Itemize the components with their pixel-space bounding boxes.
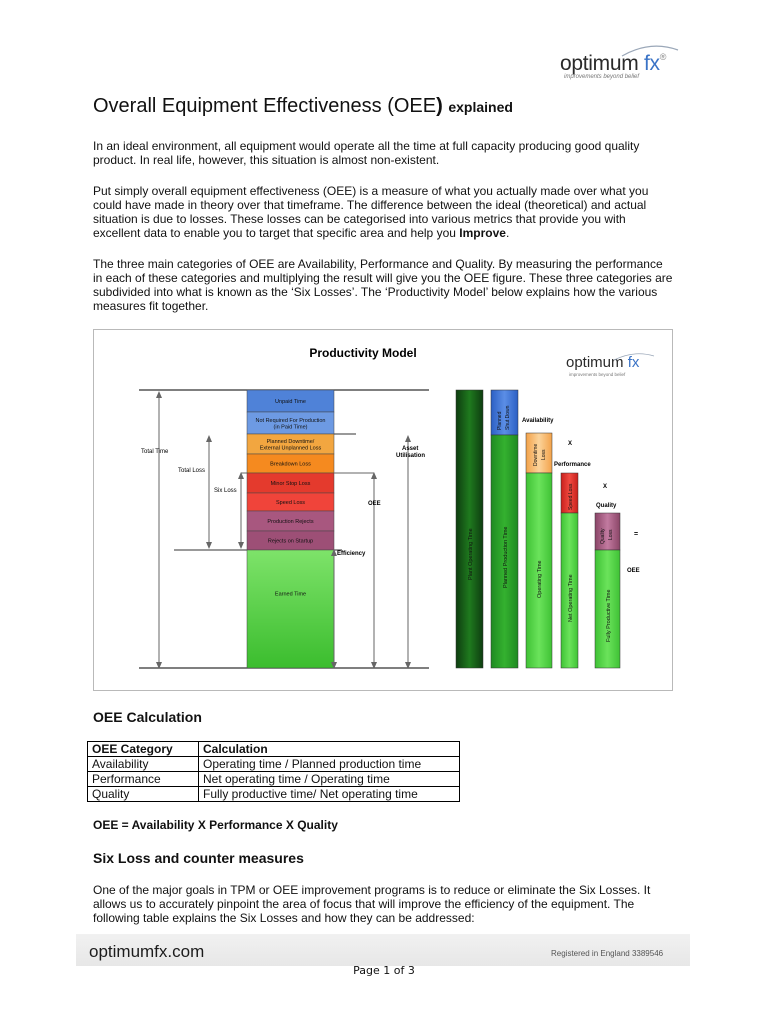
- logo-tagline: improvements beyond belief: [564, 74, 640, 80]
- table-header-row: [88, 742, 460, 757]
- intro-paragraph: In an ideal environment, all equipment would operate all the time at full capacity producing good quality product. In real life, however, this situation is almost non-existent.: [93, 139, 640, 167]
- bar-label-fully-productive: Fully Productive Time: [606, 589, 612, 642]
- op-x-1: X: [568, 441, 573, 447]
- table-cell-category: Availability: [88, 757, 199, 772]
- bar-label-planned-shutdown-2: Shut Down: [505, 405, 511, 430]
- table-cell-category: Performance: [88, 772, 199, 787]
- footer-bar: [76, 934, 690, 966]
- label-oee: OEE: [368, 501, 381, 507]
- stack-block-label: Rejects on Startup: [267, 538, 314, 545]
- oee-calculation-table: [87, 741, 460, 802]
- stack-block-label: Speed Loss: [275, 500, 306, 506]
- bar-label-downtime-2: Loss: [541, 449, 547, 460]
- stack-block-label: Not Required For Production (in Paid Time): [255, 417, 326, 431]
- definition-paragraph: Put simply overall equipment effectiveness (OEE) is a measure of what you actually made over what you could have made in theory over that timeframe. The difference between the ideal (theoretical) and actual situation is due to losses. These losses can be categorised into various metrics that provide you with excellent data to enable you to target that specific area and help you Improve.: [93, 184, 649, 240]
- company-logo: optimum fx® improvements beyond belief: [560, 52, 680, 92]
- categories-paragraph: The three main categories of OEE are Availability, Performance and Quality. By measuring the performance in each of these categories and multiplying the result will give you the OEE figure. These three categories are subdivided into what is known as the ‘Six Losses’. The ‘Productivity Model’ below explains how the various measures fit together.: [93, 257, 673, 313]
- page-title: Overall Equipment Effectiveness (OEE) explained: [93, 95, 513, 117]
- loss-stack: [247, 390, 334, 668]
- op-availability: Availability: [522, 418, 554, 424]
- bar-label-planned-shutdown-1: Planned: [497, 411, 503, 430]
- six-loss-paragraph: One of the major goals in TPM or OEE improvement programs is to reduce or eliminate the Six Losses. It allows us to accurately pinpoint the area of focus that will improve the efficiency of the equipment. The following table explains the Six Losses and how they can be addressed:: [93, 883, 651, 925]
- stack-block-label: Minor Stop Loss: [270, 481, 311, 487]
- op-x-2: X: [603, 484, 608, 490]
- table-cell-calculation: Net operating time / Operating time: [199, 772, 460, 787]
- table-cell-calculation: Fully productive time/ Net operating time: [199, 787, 460, 802]
- svg-text:improvements beyond belief: improvements beyond belief: [569, 372, 626, 377]
- table-row: [88, 757, 460, 772]
- stack-block-label: Earned Time: [274, 591, 307, 598]
- table-row: [88, 772, 460, 787]
- diagram-logo: [566, 354, 654, 377]
- table-cell-calculation: Operating time / Planned production time: [199, 757, 460, 772]
- oee-formula: OEE = Availability X Performance X Quality: [93, 818, 338, 832]
- table-row: [88, 787, 460, 802]
- bar-label-quality-1: Quality: [600, 528, 606, 544]
- logo-fx: fx: [643, 52, 660, 75]
- table-header-calculation: Calculation: [199, 742, 460, 757]
- bar-label-downtime-1: Downtime: [533, 443, 539, 466]
- bar-label-plant-operating: Plant Operating Time: [468, 528, 474, 580]
- title-suffix: explained: [448, 99, 513, 115]
- footer-registration: Registered in England 3389546: [551, 949, 664, 958]
- label-total-loss: Total Loss: [178, 468, 206, 474]
- stack-block: [247, 550, 334, 668]
- page-number: Page 1 of 3: [353, 964, 415, 977]
- label-six-loss: Six Loss: [214, 488, 237, 494]
- label-asset-utilisation: Asset Utilisation: [396, 446, 426, 459]
- op-oee: OEE: [627, 568, 640, 574]
- bar-label-operating: Operating Time: [537, 560, 543, 598]
- logo-word: optimum: [560, 52, 639, 75]
- bar-downtime-loss: [526, 433, 552, 473]
- improve-emphasis: Improve: [459, 226, 506, 240]
- six-loss-heading: Six Loss and counter measures: [93, 850, 304, 866]
- label-total-time: Total Time: [141, 449, 169, 455]
- bar-label-quality-2: Loss: [608, 529, 614, 540]
- label-efficiency: Efficiency: [337, 551, 366, 557]
- bar-label-planned-production: Planned Production Time: [503, 526, 509, 588]
- bar-label-speed-loss: Speed Loss: [568, 483, 574, 510]
- footer-website: optimumfx.com: [89, 942, 205, 961]
- op-equals: =: [634, 531, 639, 538]
- op-performance: Performance: [554, 462, 591, 468]
- op-quality: Quality: [596, 503, 617, 509]
- table-header-category: OEE Category: [88, 742, 199, 757]
- stack-block-label: Unpaid Time: [275, 399, 306, 405]
- stack-block-label: Breakdown Loss: [270, 461, 311, 468]
- table-cell-category: Quality: [88, 787, 199, 802]
- logo-swoosh-icon: [620, 42, 680, 58]
- bar-label-net-operating: Net Operating Time: [568, 574, 574, 622]
- oee-calculation-heading: OEE Calculation: [93, 709, 202, 725]
- bars-group: [456, 390, 640, 668]
- productivity-model-diagram: [93, 329, 673, 691]
- svg-text:optimum fx: optimum fx: [566, 354, 640, 371]
- diagram-title: Productivity Model: [309, 346, 417, 360]
- stack-block-label: Planned Downtime/ External Unplanned Loss: [259, 438, 322, 452]
- stack-block-label: Production Rejects: [267, 519, 314, 525]
